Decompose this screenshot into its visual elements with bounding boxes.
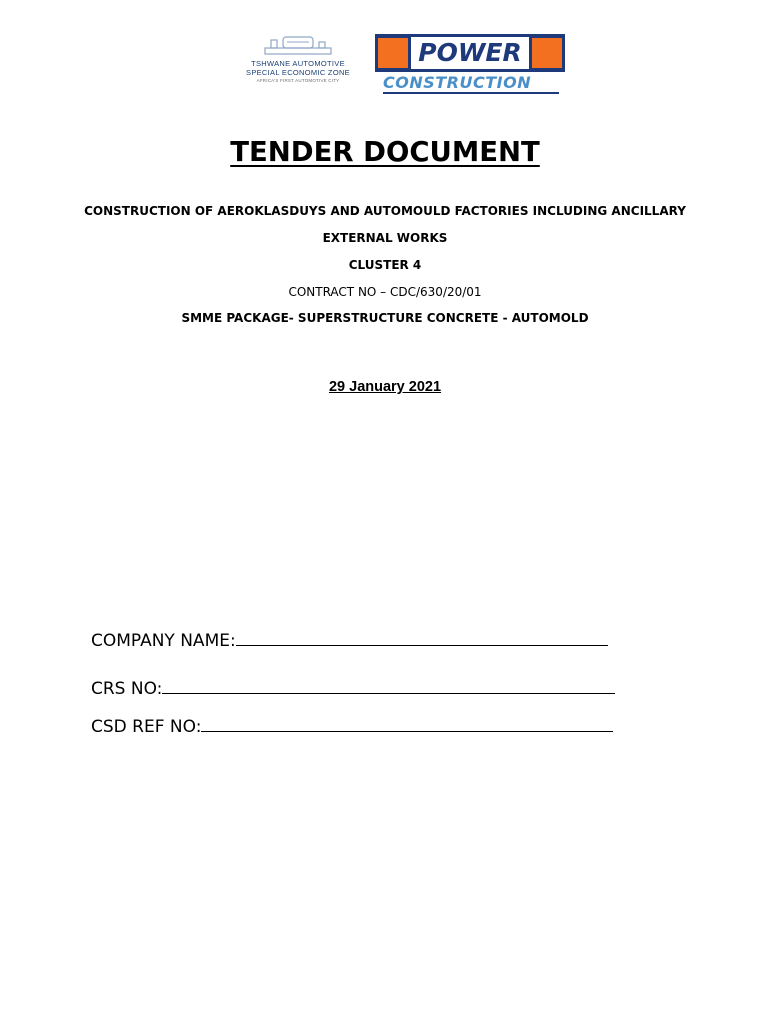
power-construction-logo [375, 34, 565, 94]
crs-no-field[interactable] [91, 675, 615, 699]
cluster-label: CLUSTER 4 [348, 258, 422, 272]
company-name-field[interactable] [91, 627, 608, 651]
logo-right-square [532, 38, 562, 68]
page-title [0, 136, 770, 168]
document-date [0, 379, 770, 395]
tasez-logo [238, 34, 358, 96]
company-name-blank[interactable] [236, 627, 608, 646]
company-name-label: COMPANY NAME: [91, 631, 236, 651]
tasez-tagline: AFRICA'S FIRST AUTOMOTIVE CITY [256, 78, 340, 83]
crs-no-blank[interactable] [162, 675, 615, 694]
date-text: 29 January 2021 [328, 379, 442, 395]
tasez-line2: SPECIAL ECONOMIC ZONE [246, 68, 350, 77]
logo-word-power: POWER [411, 37, 529, 69]
logo-word-construction: CONSTRUCTION [383, 73, 532, 92]
csd-ref-label: CSD REF NO: [91, 717, 202, 737]
csd-ref-field[interactable] [91, 713, 613, 737]
logo-underline [383, 92, 559, 94]
package-label: SMME PACKAGE- SUPERSTRUCTURE CONCRETE - AUTOMOLD [181, 311, 589, 325]
factory-skyline-icon [263, 34, 333, 58]
crs-no-label: CRS NO: [91, 679, 163, 699]
title-text: TENDER DOCUMENT [230, 136, 540, 168]
csd-ref-blank[interactable] [201, 713, 613, 732]
tasez-line1: TSHWANE AUTOMOTIVE [251, 59, 345, 68]
project-line-2: EXTERNAL WORKS [322, 231, 448, 245]
project-line-1: CONSTRUCTION OF AEROKLASDUYS AND AUTOMOULD FACTORIES INCLUDING ANCILLARY [84, 204, 686, 218]
contract-number: CONTRACT NO – CDC/630/20/01 [288, 285, 482, 299]
logo-left-square [378, 38, 408, 68]
